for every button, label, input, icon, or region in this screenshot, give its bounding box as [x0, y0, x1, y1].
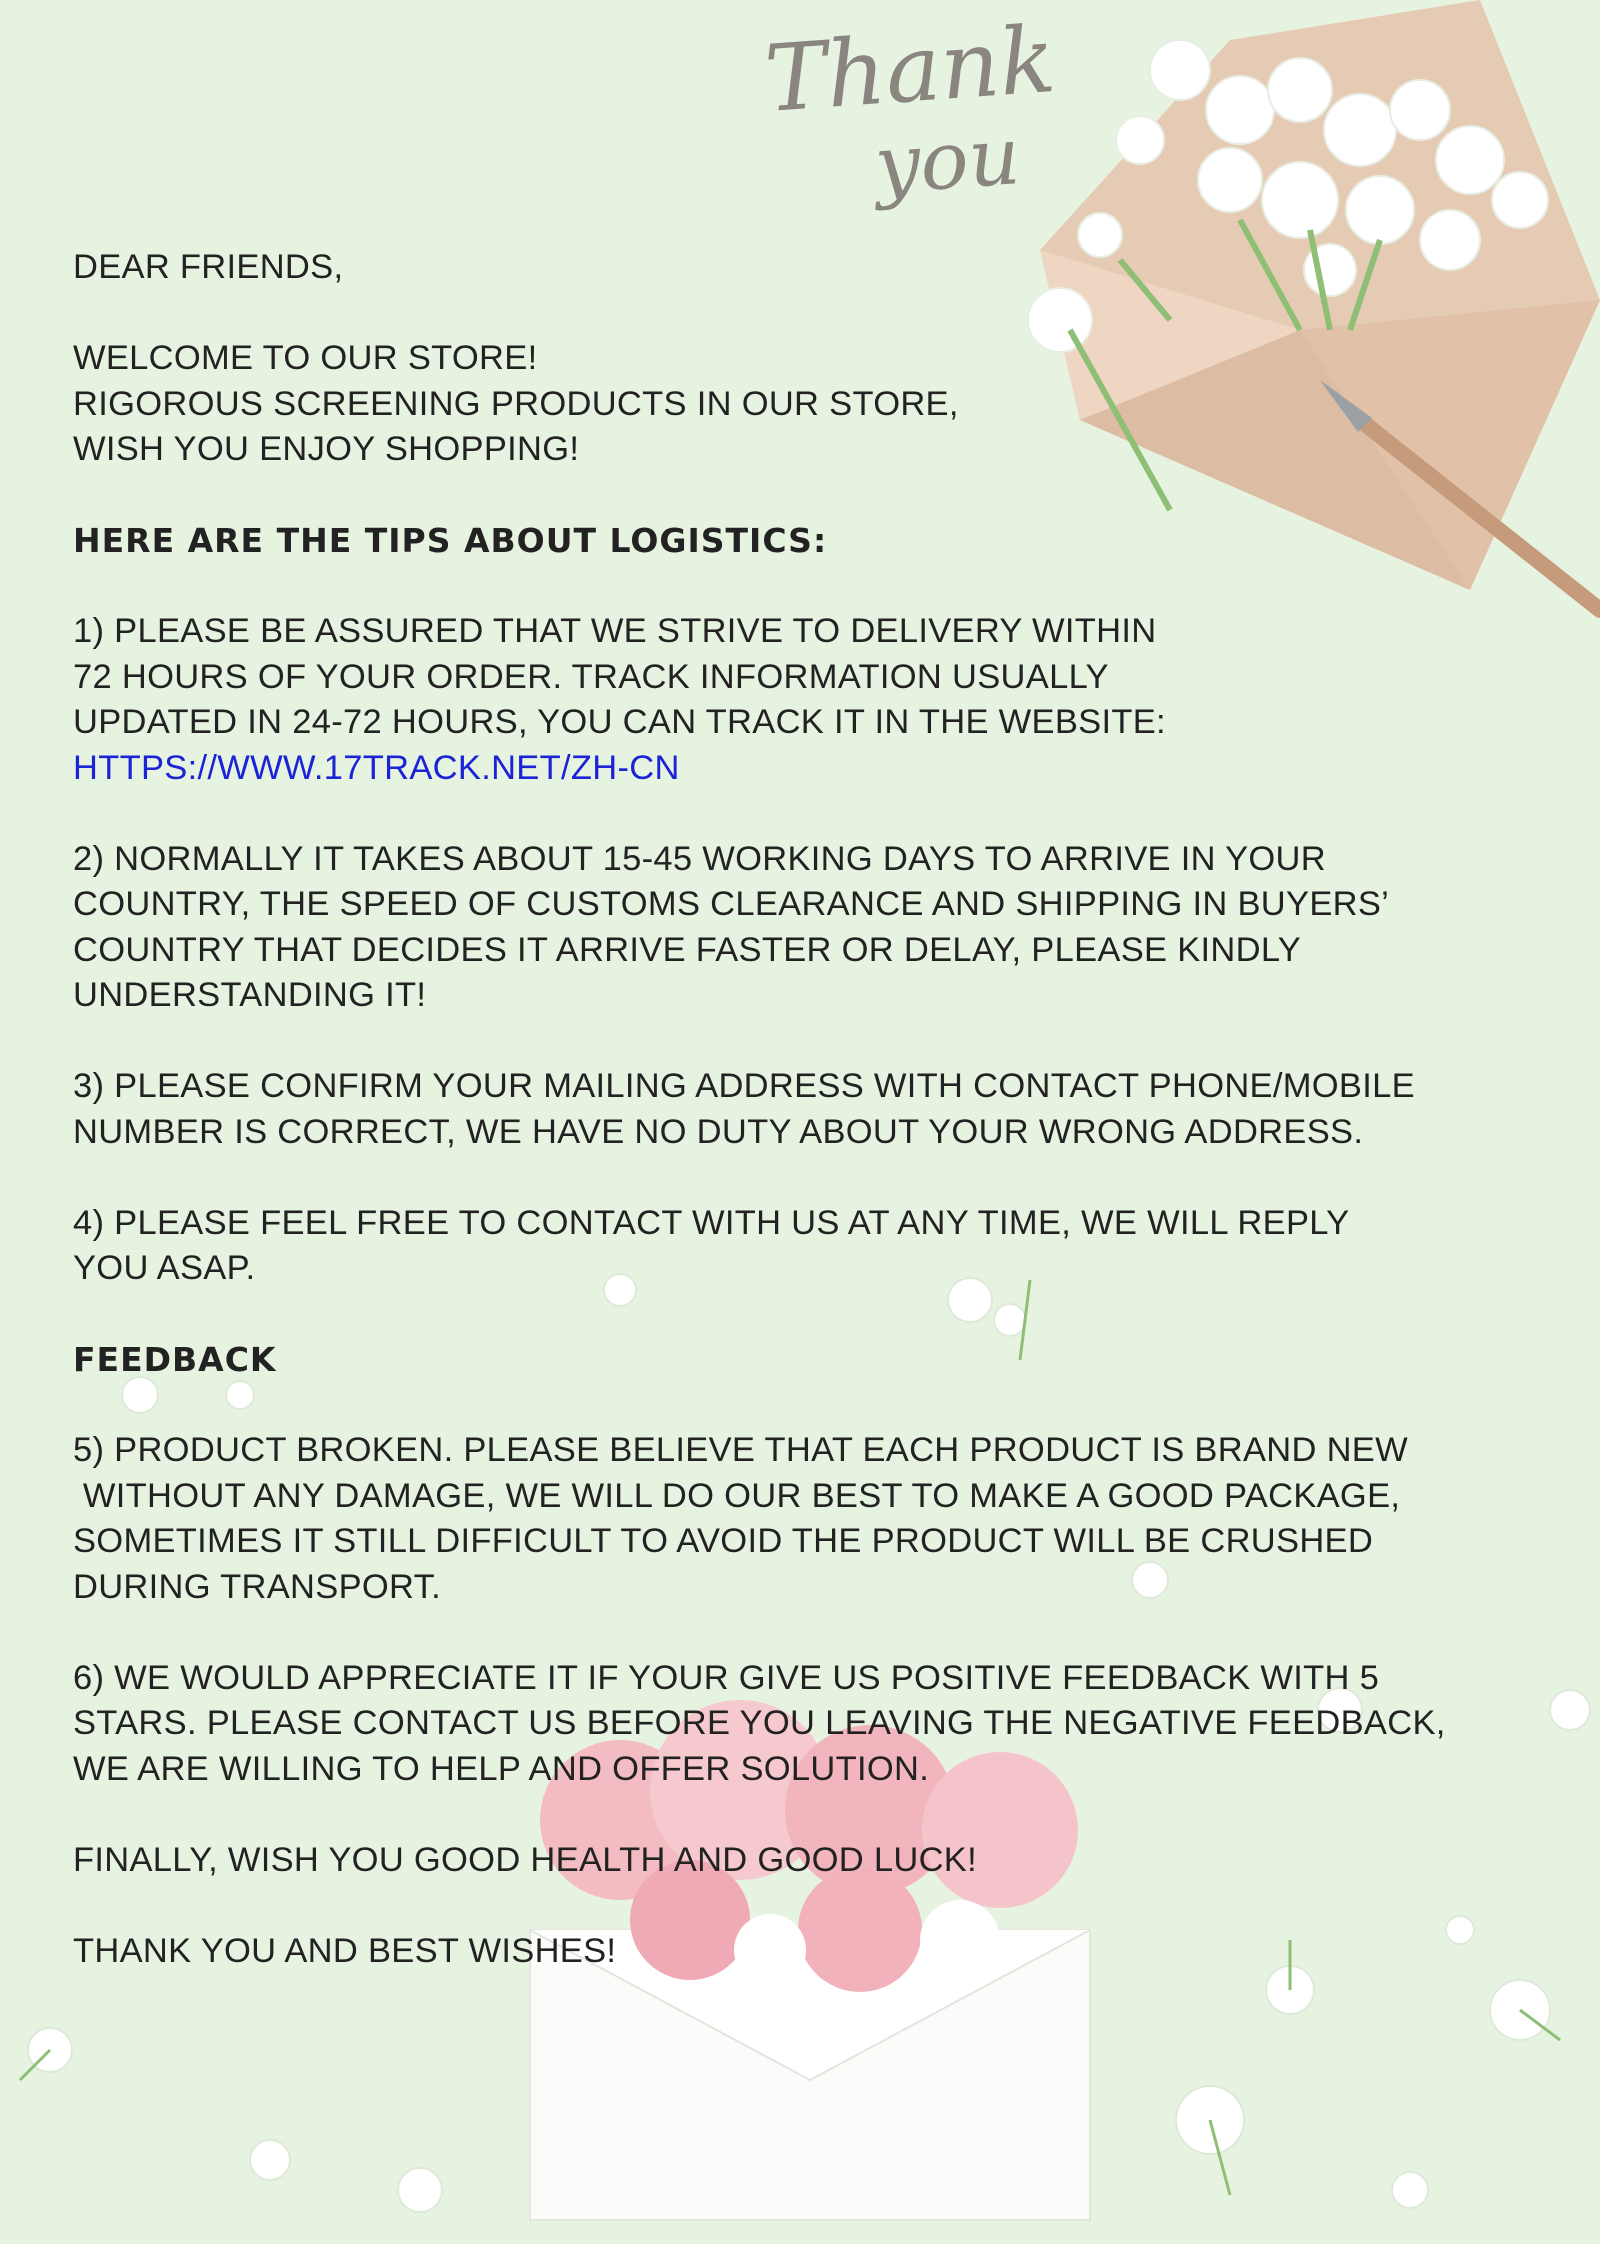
thank-you-script	[761, 6, 1125, 260]
tip-4-line: YOU ASAP.	[73, 1249, 256, 1287]
tip-3-line: 3) PLEASE CONFIRM YOUR MAILING ADDRESS WITH CONTACT PHONE/MOBILE	[73, 1067, 1415, 1105]
feedback-heading: FEEDBACK	[73, 1340, 277, 1379]
tip-5-line: 5) PRODUCT BROKEN. PLEASE BELIEVE THAT EACH PRODUCT IS BRAND NEW	[73, 1431, 1408, 1469]
tip-2-line: COUNTRY THAT DECIDES IT ARRIVE FASTER OR DELAY, PLEASE KINDLY	[73, 930, 1302, 969]
closing-thanks: THANK YOU AND BEST WISHES!	[73, 1931, 617, 1970]
you-script-text: you	[871, 109, 1023, 212]
tip-1-line: 1) PLEASE BE ASSURED THAT WE STRIVE TO DELIVERY WITHIN	[73, 612, 1157, 650]
logistics-heading: HERE ARE THE TIPS ABOUT LOGISTICS:	[73, 521, 828, 560]
welcome-line: WELCOME TO OUR STORE!	[73, 339, 538, 377]
greeting: DEAR FRIENDS,	[73, 248, 344, 286]
tip-5-line: DURING TRANSPORT.	[73, 1567, 442, 1606]
tip-5-line: SOMETIMES IT STILL DIFFICULT TO AVOID THE PRODUCT WILL BE CRUSHED	[73, 1522, 1374, 1560]
tip-6-line: WE ARE WILLING TO HELP AND OFFER SOLUTION.	[73, 1749, 930, 1788]
thank-script-text: Thank	[761, 6, 1059, 134]
tip-2-line: UNDERSTANDING IT!	[73, 976, 427, 1014]
tip-2-line: COUNTRY, THE SPEED OF CUSTOMS CLEARANCE AND SHIPPING IN BUYERS’	[73, 885, 1390, 923]
welcome-line: WISH YOU ENJOY SHOPPING!	[73, 430, 580, 468]
closing-wish: FINALLY, WISH YOU GOOD HEALTH AND GOOD LUCK!	[73, 1840, 978, 1879]
tracking-link[interactable]: HTTPS://WWW.17TRACK.NET/ZH-CN	[73, 748, 680, 787]
tip-6-line: 6) WE WOULD APPRECIATE IT IF YOUR GIVE US POSITIVE FEEDBACK WITH 5	[73, 1658, 1380, 1697]
tip-3-line: NUMBER IS CORRECT, WE HAVE NO DUTY ABOUT YOUR WRONG ADDRESS.	[73, 1112, 1364, 1151]
tip-4-line: 4) PLEASE FEEL FREE TO CONTACT WITH US AT ANY TIME, WE WILL REPLY	[73, 1203, 1350, 1242]
letter-body	[73, 245, 1573, 1974]
tip-6-line: STARS. PLEASE CONTACT US BEFORE YOU LEAVING THE NEGATIVE FEEDBACK,	[73, 1704, 1446, 1742]
tip-1-line: 72 HOURS OF YOUR ORDER. TRACK INFORMATION USUALLY	[73, 657, 1109, 696]
tip-1-line: UPDATED IN 24-72 HOURS, YOU CAN TRACK IT IN THE WEBSITE:	[73, 703, 1166, 741]
tip-2-line: 2) NORMALLY IT TAKES ABOUT 15-45 WORKING DAYS TO ARRIVE IN YOUR	[73, 839, 1326, 878]
welcome-line: RIGOROUS SCREENING PRODUCTS IN OUR STORE,	[73, 384, 959, 423]
tip-5-line: WITHOUT ANY DAMAGE, WE WILL DO OUR BEST TO MAKE A GOOD PACKAGE,	[73, 1476, 1401, 1515]
